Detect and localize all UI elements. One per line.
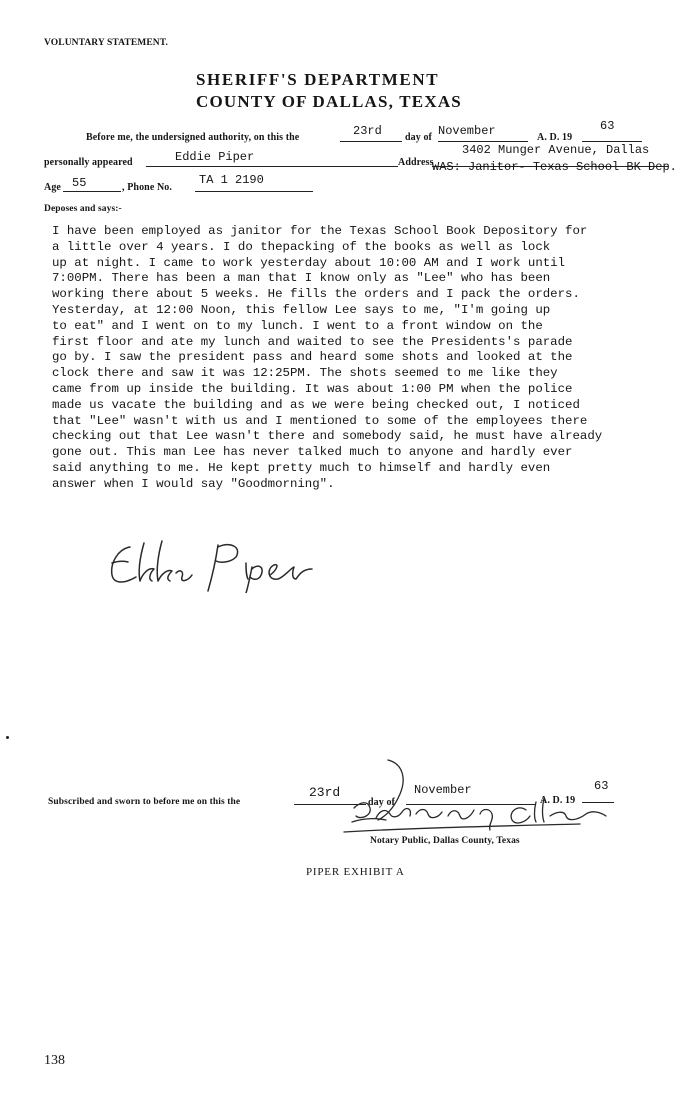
- county-heading: COUNTY OF DALLAS, TEXAS: [196, 92, 462, 111]
- age-underline: [63, 191, 121, 192]
- day-of-label: day of: [405, 132, 432, 143]
- page-number: 138: [44, 1053, 65, 1068]
- age-label: Age: [44, 182, 61, 193]
- phone-value: TA 1 2190: [199, 173, 264, 187]
- age-value: 55: [72, 176, 87, 190]
- year-value: 63: [600, 119, 615, 133]
- statement-body: [52, 224, 682, 493]
- month-value: November: [438, 124, 496, 138]
- jurat-month-value: November: [414, 783, 472, 797]
- day-value: 23rd: [353, 124, 382, 138]
- statement-line: that "Lee" wasn't with us and I mentioned to some of the employees there: [52, 413, 588, 428]
- before-me-label: Before me, the undersigned authority, on this the: [86, 132, 300, 143]
- deposes-label: Deposes and says:-: [44, 204, 122, 214]
- statement-line: checking out that Lee wasn't there and somebody said, he must have already: [52, 429, 603, 444]
- statement-line: gone out. This man Lee has never talked much to anyone and hardly ever: [52, 445, 573, 460]
- statement-line: go by. I saw the president pass and heard some shots and looked at the: [52, 350, 573, 365]
- address-value: 3402 Munger Avenue, Dallas: [462, 143, 650, 157]
- day-underline: [340, 141, 402, 142]
- name-underline: [146, 166, 398, 167]
- name-value: Eddie Piper: [175, 150, 255, 164]
- signature-eddie-piper: [100, 533, 340, 593]
- statement-line: I have been employed as janitor for the Texas School Book Depository for: [52, 224, 588, 238]
- phone-underline: [195, 191, 313, 192]
- statement-line: first floor and ate my lunch and waited to see the Presidents's parade: [52, 334, 573, 349]
- year-underline: [582, 141, 642, 142]
- jurat-day-of-label: day of: [368, 797, 395, 808]
- statement-line: working there about 5 weeks. He fills the orders and I pack the orders.: [52, 287, 580, 302]
- statement-line: a little over 4 years. I do thepacking of the books as well as lock: [52, 239, 551, 254]
- statement-line: said anything to me. He kept pretty much to himself and hardly even: [52, 460, 551, 475]
- jurat-ad-label: A. D. 19: [540, 795, 576, 806]
- exhibit-label: PIPER EXHIBIT A: [306, 866, 405, 878]
- appeared-label: personally appeared: [44, 157, 133, 168]
- address-label: Address: [398, 157, 434, 168]
- statement-line: made us vacate the building and as we were being checked out, I noticed: [52, 397, 580, 412]
- ad-label: A. D. 19: [537, 132, 573, 143]
- department-heading: SHERIFF'S DEPARTMENT: [196, 70, 440, 89]
- statement-line: clock there and saw it was 12:25PM. The shots seemed to me like they: [52, 366, 558, 381]
- jurat-year-value: 63: [594, 779, 609, 793]
- statement-line: answer when I would say "Goodmorning".: [52, 476, 335, 491]
- notary-label: Notary Public, Dallas County, Texas: [370, 836, 520, 846]
- jurat-day-value: 23rd: [309, 785, 341, 800]
- sworn-label: Subscribed and sworn to before me on this the: [48, 797, 241, 807]
- statement-line: Yesterday, at 12:00 Noon, this fellow Lee says to me, "I'm going up: [52, 302, 551, 317]
- occupation-value: WAS: Janitor- Texas School BK Dep.: [432, 160, 677, 174]
- notary-signature: [330, 758, 620, 838]
- statement-line: up at night. I came to work yesterday about 10:00 AM and I work until: [52, 255, 566, 270]
- statement-line: came from up inside the building. It was about 1:00 PM when the police: [52, 381, 573, 396]
- month-underline: [438, 141, 528, 142]
- form-title: VOLUNTARY STATEMENT.: [44, 38, 168, 48]
- statement-line: to eat" and I went on to my lunch. I went to a front window on the: [52, 318, 543, 333]
- margin-dot: [6, 736, 9, 739]
- phone-label: , Phone No.: [122, 182, 172, 193]
- statement-line: 7:00PM. There has been a man that I know only as "Lee" who has been: [52, 271, 551, 286]
